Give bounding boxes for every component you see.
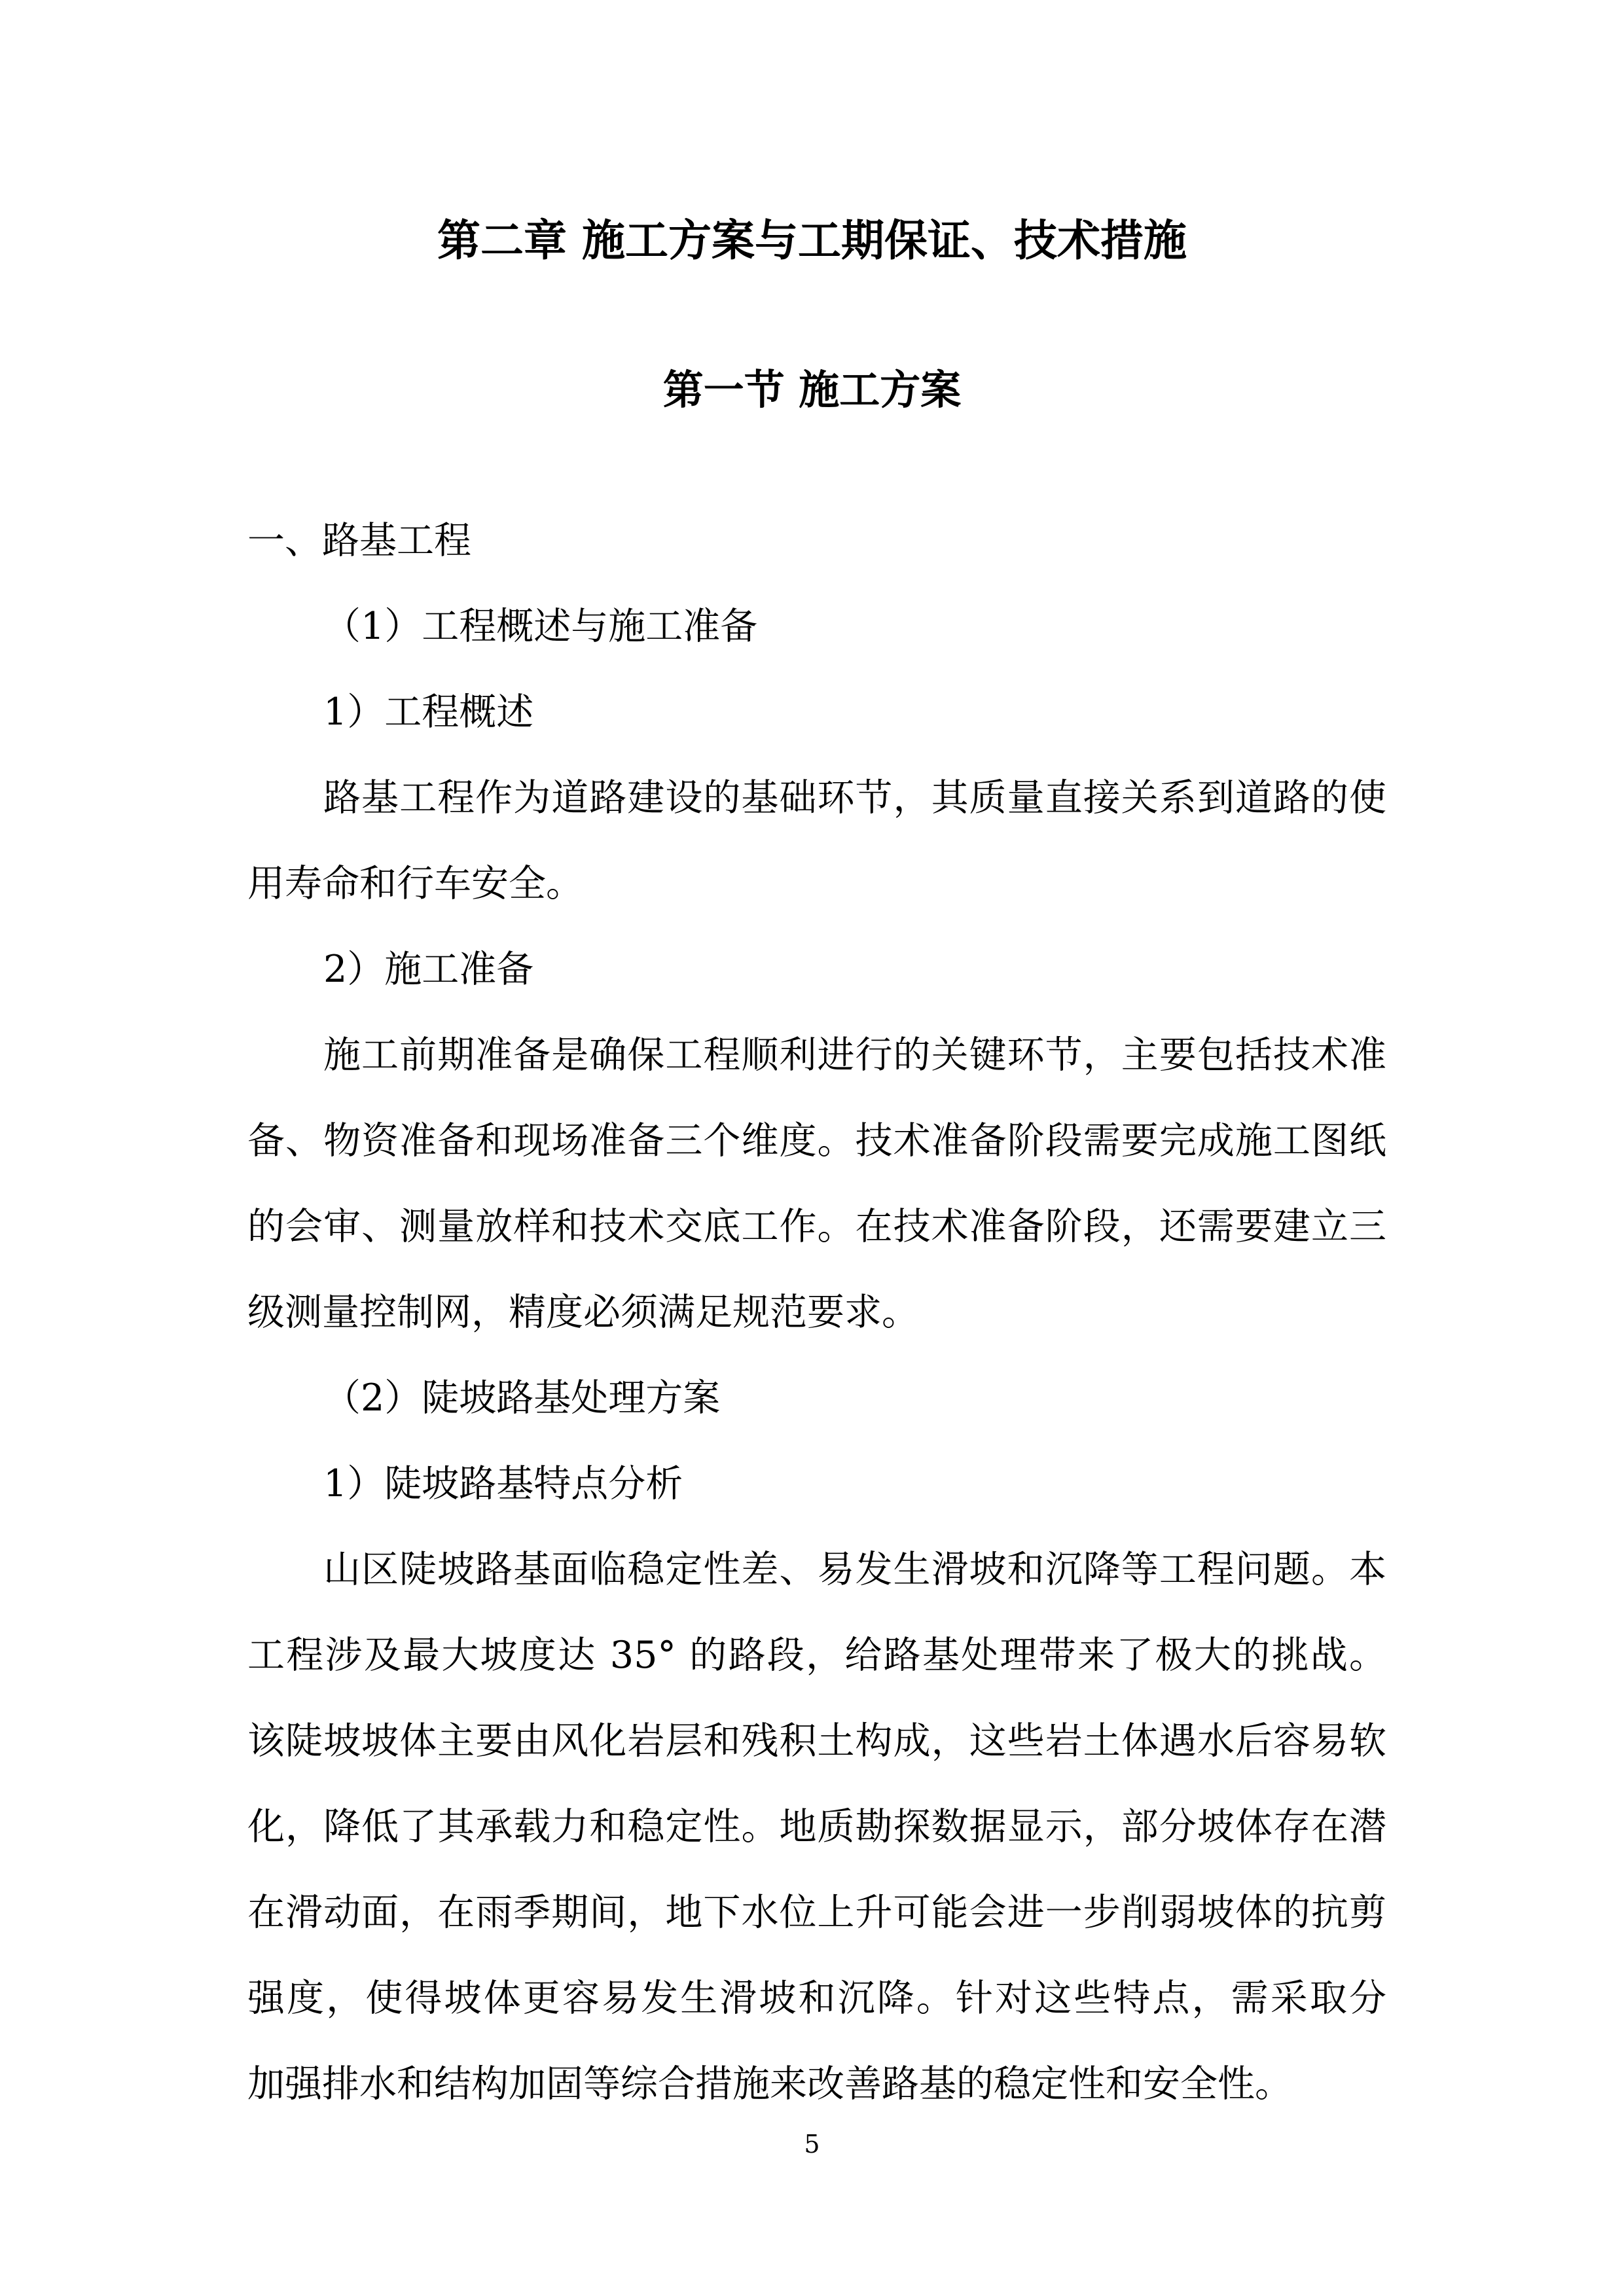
paragraph-line: 山区陡坡路基面临稳定性差、易发生滑坡和沉降等工程问题。本 xyxy=(323,1548,1386,1591)
subheading-steep-slope-analysis: 1）陡坡路基特点分析 xyxy=(323,1462,683,1505)
paragraph-line: 化，降低了其承载力和稳定性。地质勘探数据显示，部分坡体存在潜 xyxy=(247,1805,1386,1848)
paragraph-line: 加强排水和结构加固等综合措施来改善路基的稳定性和安全性。 xyxy=(247,2062,1292,2106)
chapter-title: 第二章 施工方案与工期保证、技术措施 xyxy=(437,215,1187,266)
paragraph-line: 备、物资准备和现场准备三个维度。技术准备阶段需要完成施工图纸 xyxy=(247,1119,1386,1162)
subheading-steep-slope: （2）陡坡路基处理方案 xyxy=(323,1376,721,1420)
paragraph-line: 强度，使得坡体更容易发生滑坡和沉降。针对这些特点，需采取分 xyxy=(247,1977,1386,2020)
paragraph-line: 用寿命和行车安全。 xyxy=(247,862,583,905)
paragraph-line: 的会审、测量放样和技术交底工作。在技术准备阶段，还需要建立三 xyxy=(247,1205,1386,1248)
subheading-preparation: 2）施工准备 xyxy=(323,948,534,991)
paragraph-line: 路基工程作为道路建设的基础环节，其质量直接关系到道路的使 xyxy=(323,776,1386,819)
paragraph-line: 施工前期准备是确保工程顺利进行的关键环节，主要包括技术准 xyxy=(323,1033,1386,1077)
paragraph-line: 级测量控制网，精度必须满足规范要求。 xyxy=(247,1291,919,1334)
paragraph-line: 工程涉及最大坡度达 35° 的路段，给路基处理带来了极大的挑战。 xyxy=(247,1634,1386,1677)
subheading-overview-prep: （1）工程概述与施工准备 xyxy=(323,605,758,648)
subheading-overview: 1）工程概述 xyxy=(323,691,534,734)
paragraph-line: 该陡坡坡体主要由风化岩层和残积土构成，这些岩土体遇水后容易软 xyxy=(247,1719,1386,1763)
document-body xyxy=(247,498,1386,2127)
section-title: 第一节 施工方案 xyxy=(662,366,962,414)
page-number: 5 xyxy=(804,2130,820,2159)
paragraph-line: 在滑动面，在雨季期间，地下水位上升可能会进一步削弱坡体的抗剪 xyxy=(247,1891,1386,1934)
heading-subgrade: 一、路基工程 xyxy=(247,519,471,562)
